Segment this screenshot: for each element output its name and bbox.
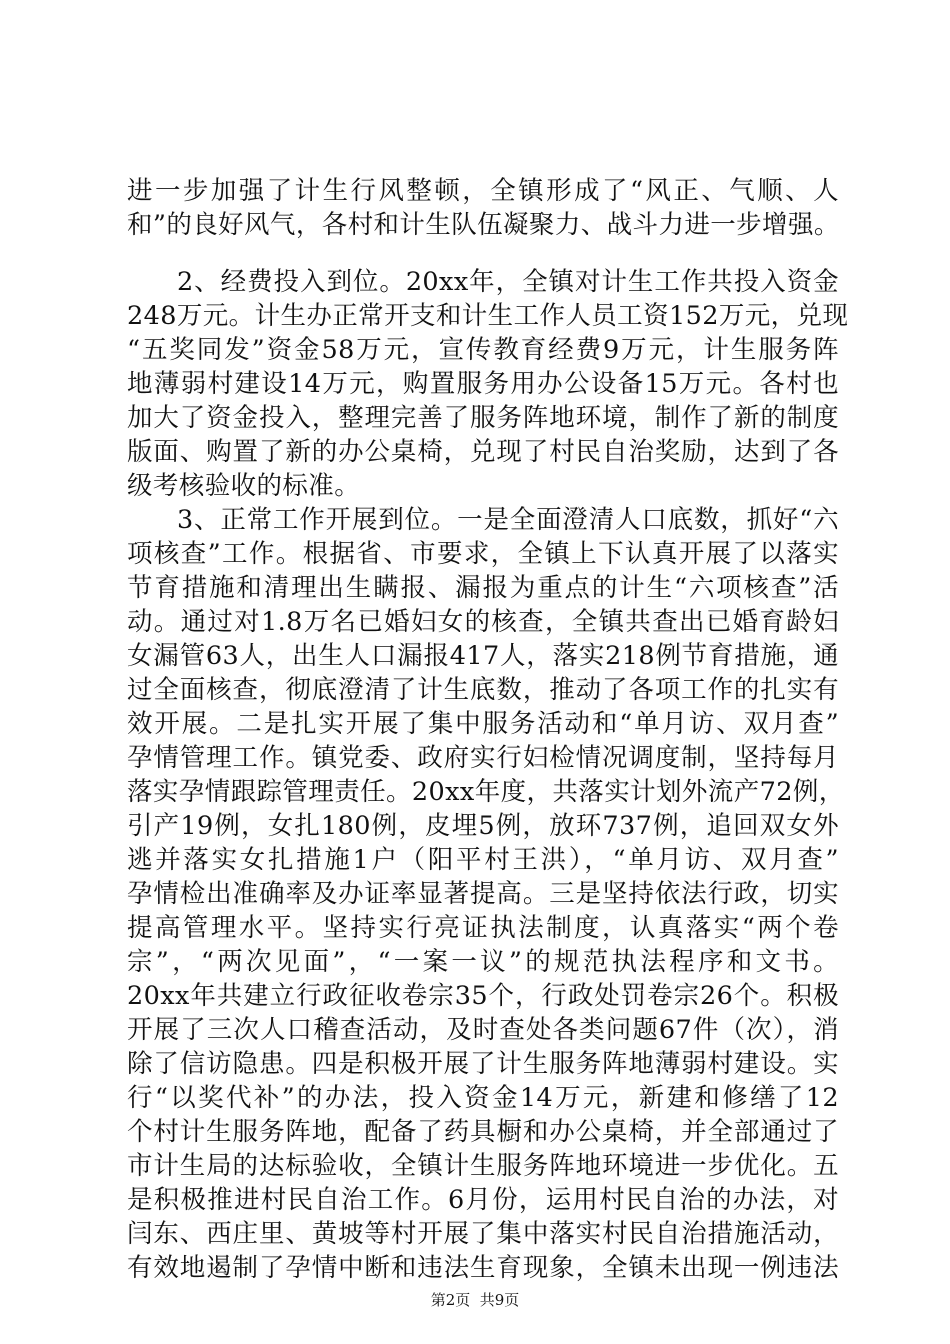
text-line: 有效地遏制了孕情中断和违法生育现象，全镇未出现一例违法 [127, 1253, 839, 1283]
text-line: 3、正常工作开展到位。一是全面澄清人口底数，抓好“六 [177, 505, 839, 535]
text-line: 孕情管理工作。镇党委、政府实行妇检情况调度制，坚持每月 [127, 743, 839, 773]
text-line: 提高管理水平。坚持实行亮证执法制度，认真落实“两个卷 [127, 913, 839, 943]
text-line: 节育措施和清理出生瞒报、漏报为重点的计生“六项核查”活 [127, 573, 839, 603]
text-line: 开展了三次人口稽查活动，及时查处各类问题67件（次），消 [127, 1015, 839, 1045]
text-line: 落实孕情跟踪管理责任。20xx年度，共落实计划外流产72例， [127, 777, 845, 807]
text-line: 项核查”工作。根据省、市要求，全镇上下认真开展了以落实 [127, 539, 839, 569]
text-line: 宗”，“两次见面”，“一案一议”的规范执法程序和文书。 [127, 947, 839, 977]
text-line: 过全面核查，彻底澄清了计生底数，推动了各项工作的扎实有 [127, 675, 839, 705]
text-line: 是积极推进村民自治工作。6月份，运用村民自治的办法，对 [127, 1185, 839, 1215]
text-line: 加大了资金投入，整理完善了服务阵地环境，制作了新的制度 [127, 403, 839, 433]
text-line: 闫东、西庄里、黄坡等村开展了集中落实村民自治措施活动， [127, 1219, 839, 1249]
text-line: 逃并落实女扎措施1户（阳平村王洪），“单月访、双月查” [127, 845, 839, 875]
text-line: 级考核验收的标准。 [127, 471, 361, 501]
text-line: 2、经费投入到位。20xx年，全镇对计生工作共投入资金 [177, 267, 839, 297]
text-line: 孕情检出准确率及办证率显著提高。三是坚持依法行政，切实 [127, 879, 839, 909]
page-number-footer: 第2页 共9页 [430, 1291, 520, 1309]
text-line: 女漏管63人，出生人口漏报417人，落实218例节育措施，通 [127, 641, 839, 671]
text-line: 20xx年共建立行政征收卷宗35个，行政处罚卷宗26个。积极 [127, 981, 839, 1011]
text-line: 地薄弱村建设14万元，购置服务用办公设备15万元。各村也 [127, 369, 839, 399]
text-line: 版面、购置了新的办公桌椅，兑现了村民自治奖励，达到了各 [127, 437, 839, 467]
text-line: 除了信访隐患。四是积极开展了计生服务阵地薄弱村建设。实 [127, 1049, 839, 1079]
text-line: 进一步加强了计生行风整顿，全镇形成了“风正、气顺、人 [127, 176, 839, 206]
text-line: 引产19例，女扎180例，皮埋5例，放环737例，追回双女外 [127, 811, 839, 841]
text-line: 动。通过对1.8万名已婚妇女的核查，全镇共查出已婚育龄妇 [127, 607, 839, 637]
text-line: “五奖同发”资金58万元，宣传教育经费9万元，计生服务阵 [127, 335, 839, 365]
text-line: 市计生局的达标验收，全镇计生服务阵地环境进一步优化。五 [127, 1151, 839, 1181]
text-line: 和”的良好风气，各村和计生队伍凝聚力、战斗力进一步增强。 [127, 210, 840, 240]
text-line: 个村计生服务阵地，配备了药具橱和办公桌椅，并全部通过了 [127, 1117, 839, 1147]
text-line: 248万元。计生办正常开支和计生工作人员工资152万元，兑现 [127, 301, 849, 331]
text-line: 行“以奖代补”的办法，投入资金14万元，新建和修缮了12 [127, 1083, 839, 1113]
text-line: 效开展。二是扎实开展了集中服务活动和“单月访、双月查” [127, 709, 839, 739]
